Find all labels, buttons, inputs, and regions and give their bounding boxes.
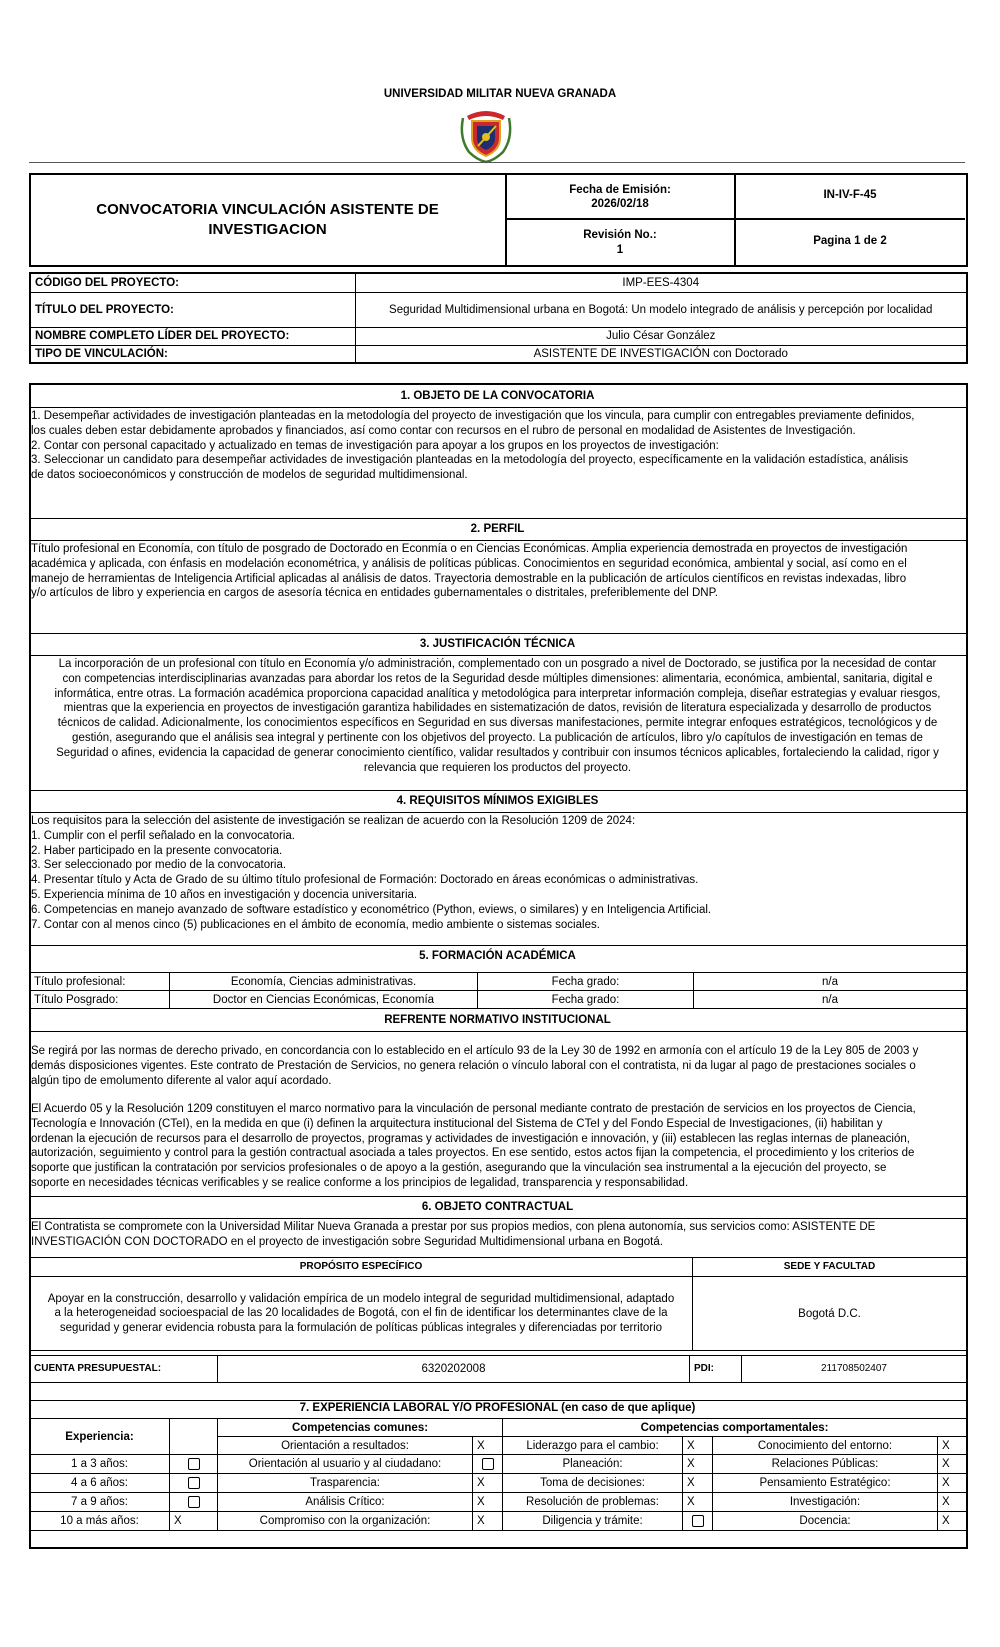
referente-title: REFRENTE NORMATIVO INSTITUCIONAL [384, 1014, 611, 1026]
lider-label: NOMBRE COMPLETO LÍDER DEL PROYECTO: [30, 327, 355, 345]
experiencia-checkbox[interactable] [170, 1493, 218, 1512]
comport-mark: X [683, 1437, 713, 1455]
lider-value: Julio César González [355, 327, 967, 345]
cuenta-presupuestal-label: CUENTA PRESUPUESTAL: [30, 1356, 218, 1383]
titulo-value: Seguridad Multidimensional urbana en Bogotá: Un modelo integrado de análisis y percepción por localidad [355, 292, 967, 327]
university-logo [455, 108, 517, 164]
comunes-mark: X [473, 1512, 503, 1531]
page-number: Pagina 1 de 2 [813, 235, 887, 247]
comport-item: Planeación: [503, 1455, 683, 1474]
pdi-label: PDI: [690, 1356, 742, 1383]
referente-paragraph-1: Se regirá por las normas de derecho privado, en concordancia con lo establecido en el artículo 93 de la Ley 30 de 1992 en armonía con el artículo 19 de la Ley 805 de 2003 y demás disposiciones vigentes. Este contrato de Prestación de Servicios, no genera relación o vínculo laboral con el contratista, ni da lugar al pago de prestaciones sociales o algún tipo de emolumento diferente al valor aquí acordado. [31, 1045, 919, 1087]
proposito-text: Apoyar en la construcción, desarrollo y validación empírica de un modelo integral de seguridad multidimensional, adaptado a la heterogeneidad socioespacial de las 20 localidades de Bogotá, con el fin de identificar los determinantes clave de la seguridad y generar evidencia robusta para la formulación de políticas públicas integrales y diferenciadas por territorio [30, 1277, 693, 1351]
comport-item: Toma de decisiones: [503, 1474, 683, 1493]
comunes-mark: X [473, 1437, 503, 1455]
comunes-mark: X [473, 1474, 503, 1493]
comunes-item: Trasparencia: [218, 1474, 473, 1493]
comunes-mark: X [473, 1493, 503, 1512]
fecha-grado-label: Fecha grado: [478, 973, 694, 991]
titulo-profesional-label: Título profesional: [30, 973, 170, 991]
competencias-comportamentales-label: Competencias comportamentales: [503, 1419, 967, 1437]
codigo-label: CÓDIGO DEL PROYECTO: [30, 273, 355, 292]
experiencia-mark: X [170, 1512, 218, 1531]
experiencia-checkbox[interactable] [170, 1474, 218, 1493]
experiencia-option: 10 a más años: [30, 1512, 170, 1531]
comunes-item: Orientación a resultados: [218, 1437, 473, 1455]
checkbox-icon[interactable] [188, 1496, 200, 1508]
checkbox-icon[interactable] [692, 1515, 704, 1527]
comport-mark: X [938, 1512, 967, 1531]
sede-label: SEDE Y FACULTAD [693, 1258, 967, 1277]
section-2-text: Título profesional en Economía, con título de posgrado de Doctorado en Econmía o en Ciencias Económicas. Amplia experiencia demostrada en proyectos de investigación académica y aplicada, con énfasis en modelación econométrica, y análisis de políticas públicas. Conocimientos en seguridad económica, ambiental y social, así como en el manejo de herramientas de Inteligencia Artificial aplicadas al análisis de datos. Trayectoria demostrable en la publicación de artículos científicos en revistas indexadas, libro y/o artículos de libro y experiencia en cargos de asesoría técnica en entidades gubernamentales o distritales, preferiblemente del DNP. [31, 543, 908, 600]
comport-mark: X [938, 1455, 967, 1474]
titulo-profesional-value: Economía, Ciencias administrativas. [170, 973, 478, 991]
experiencia-table [29, 1418, 967, 1531]
comport-item: Diligencia y trámite: [503, 1512, 683, 1531]
comport-item: Investigación: [713, 1493, 938, 1512]
comunes-item: Orientación al usuario y al ciudadano: [218, 1455, 473, 1474]
section-4-title: 4. REQUISITOS MÍNIMOS EXIGIBLES [396, 795, 599, 807]
comport-item: Resolución de problemas: [503, 1493, 683, 1512]
tipo-label: TIPO DE VINCULACIÓN: [30, 345, 355, 363]
referente-paragraph-2: El Acuerdo 05 y la Resolución 1209 constituyen el marco normativo para la vinculación de personal mediante contrato de prestación de servicios en los proyectos de Ciencia, Tecnología e Innovación (CTeI), en la medida en que (i) definen la arquitectura institucional del Sistema de CTeI y del Fondo Especial de Investigaciones, (ii) habilitan y ordenan la ejecución de recursos para el desarrollo de proyectos, programas y actividades de investigación e innovación, y (iii) establecen las reglas internas de planeación, autorización, seguimiento y control para la gestión contractual asociada a tales proyectos. En ese sentido, estos actos fijan la competencia, el procedimiento y los criterios de soporte que justifican la contratación por servicios profesionales o de apoyo a la gestión, asegurando que la vinculación sea instrumental a la ejecución del proyecto, se soporte en necesidades técnicas verificables y se realice conforme a los principios de legalidad, transparencia y responsabilidad. [31, 1103, 916, 1189]
comunes-checkbox[interactable] [473, 1455, 503, 1474]
competencias-comunes-label: Competencias comunes: [218, 1419, 503, 1437]
section-7-title: 7. EXPERIENCIA LABORAL Y/O PROFESIONAL (en caso de que aplique) [299, 1402, 696, 1414]
comport-mark: X [938, 1437, 967, 1455]
comport-mark: X [683, 1455, 713, 1474]
fecha-emision-value: 2026/02/18 [591, 198, 649, 210]
experiencia-checkbox[interactable] [170, 1455, 218, 1474]
fecha-grado-value: n/a [694, 973, 967, 991]
comunes-item: Compromiso con la organización: [218, 1512, 473, 1531]
section-6-text: El Contratista se compromete con la Universidad Militar Nueva Granada a prestar por sus propios medios, con plena autonomía, sus servicios como: ASISTENTE DE INVESTIGACIÓN CON DOCTORADO en el proyecto de investigación sobre Seguridad Multidimensional urbana en Bogotá. [31, 1221, 876, 1248]
tipo-value: ASISTENTE DE INVESTIGACIÓN con Doctorado [355, 345, 967, 363]
checkbox-icon[interactable] [482, 1458, 494, 1470]
titulo-posgrado-label: Título Posgrado: [30, 991, 170, 1009]
revision-value: 1 [616, 244, 624, 256]
revision-label: Revisión No.: [583, 229, 657, 241]
formacion-table [29, 972, 967, 1009]
comport-item: Relaciones Públicas: [713, 1455, 938, 1474]
proposito-table [29, 1257, 967, 1351]
fecha-emision-label: Fecha de Emisión: [569, 184, 671, 196]
section-4-text: Los requisitos para la selección del asistente de investigación se realizan de acuerdo con la Resolución 1209 de 2024: 1. Cumplir con el perfil señalado en la convocatoria. 2. Haber participado en la presente convocatoria. 3. Ser seleccionado por medio de la convocatoria. 4. Presentar título y Acta de Grado de su último título profesional de Formación: Doctorado en áreas económicas o administrativas. 5. Experiencia mínima de 10 años en investigación y docencia universitaria. 6. Competencias en manejo avanzado de software estadístico y econométrico (Python, eviews, o similares) y en Inteligencia Artificial. 7. Contar con al menos cinco (5) publicaciones en el ámbito de economía, medio ambiente o sistemas sociales. [31, 815, 712, 931]
section-1-text: 1. Desempeñar actividades de investigación planteadas en la metodología del proyecto de investigación que los vincula, para cumplir con entregables previamente definidos, los cuales deben estar debidamente aprobados y financiados, así como contar con recursos en el rubro de personal en modalidad de Asistentes de Investigación. 2. Contar con personal capacitado y actualizado en temas de investigación para apoyar a los grupos en los proyectos de investigación: 3. Seleccionar un candidato para desempeñar actividades de investigación planteadas en la metodología del proyecto, específicamente en la validación estadística, análisis de datos socioeconómicos y construcción de modelos de seguridad multidimensional. [31, 410, 915, 482]
comport-mark: X [938, 1474, 967, 1493]
university-name: UNIVERSIDAD MILITAR NUEVA GRANADA [383, 88, 617, 100]
cuenta-presupuestal-value: 6320202008 [218, 1356, 690, 1383]
checkbox-icon[interactable] [188, 1458, 200, 1470]
codigo-value: IMP-EES-4304 [355, 273, 967, 292]
pdi-value: 211708502407 [742, 1356, 967, 1383]
comport-item: Docencia: [713, 1512, 938, 1531]
fecha-grado-value: n/a [694, 991, 967, 1009]
document-code: IN-IV-F-45 [823, 189, 877, 201]
experiencia-label: Experiencia: [30, 1419, 170, 1455]
comport-item: Liderazgo para el cambio: [503, 1437, 683, 1455]
header-divider [29, 162, 965, 163]
proposito-label: PROPÓSITO ESPECÍFICO [30, 1258, 693, 1277]
section-6-title: 6. OBJETO CONTRACTUAL [421, 1201, 574, 1213]
section-1-title: 1. OBJETO DE LA CONVOCATORIA [400, 390, 595, 402]
experiencia-option: 1 a 3 años: [30, 1455, 170, 1474]
titulo-label: TÍTULO DEL PROYECTO: [30, 292, 355, 327]
section-5-title: 5. FORMACIÓN ACADÉMICA [419, 950, 576, 962]
comport-mark: X [683, 1474, 713, 1493]
comport-mark: X [683, 1493, 713, 1512]
comport-mark: X [938, 1493, 967, 1512]
fecha-grado-label: Fecha grado: [478, 991, 694, 1009]
cuenta-table [29, 1355, 967, 1383]
sede-value: Bogotá D.C. [693, 1277, 967, 1351]
project-info-table [29, 272, 968, 364]
comport-checkbox[interactable] [683, 1512, 713, 1531]
section-3-text: La incorporación de un profesional con título en Economía y/o administración, complementado con un posgrado a nivel de Doctorado, se justifica por la necesidad de contar con competencias interdisciplinarias avanzadas para abordar los retos de la Seguridad desde múltiples dimensiones: alimentaria, económica, ambiental, sanitaria, digital e informática, entre otras. La formación académica proporciona capacidad analítica y metodológica para interpretar información compleja, diseñar estrategias y evaluar riesgos, mientras que la experiencia en proyectos de investigación garantiza habilidades en sistematización de datos, revisión de literatura especializada y desarrollo de productos técnicos de calidad. Adicionalmente, los conocimientos específicos en Seguridad en sus diversas manifestaciones, permite integrar enfoques estratégicos, tecnológicos y de gestión, asegurando que el análisis sea integral y pertinente con los objetivos del proyecto. La publicación de artículos, libro y/o capítulos de investigación en temas de Seguridad o afines, evidencia la capacidad de generar conocimiento científico, validar resultados y contribuir con insumos técnicos aplicables, fortaleciendo la calidad, rigor y relevancia que requieren los productos del proyecto. [54, 658, 941, 774]
experiencia-option: 7 a 9 años: [30, 1493, 170, 1512]
section-2-title: 2. PERFIL [470, 523, 525, 535]
comport-item: Pensamiento Estratégico: [713, 1474, 938, 1493]
doc-title: CONVOCATORIA VINCULACIÓN ASISTENTE DE INVESTIGACION [96, 201, 439, 238]
checkbox-icon[interactable] [188, 1477, 200, 1489]
section-3-title: 3. JUSTIFICACIÓN TÉCNICA [419, 638, 576, 650]
comunes-item: Análisis Crítico: [218, 1493, 473, 1512]
comport-item: Conocimiento del entorno: [713, 1437, 938, 1455]
experiencia-option: 4 a 6 años: [30, 1474, 170, 1493]
titulo-posgrado-value: Doctor en Ciencias Económicas, Economía [170, 991, 478, 1009]
